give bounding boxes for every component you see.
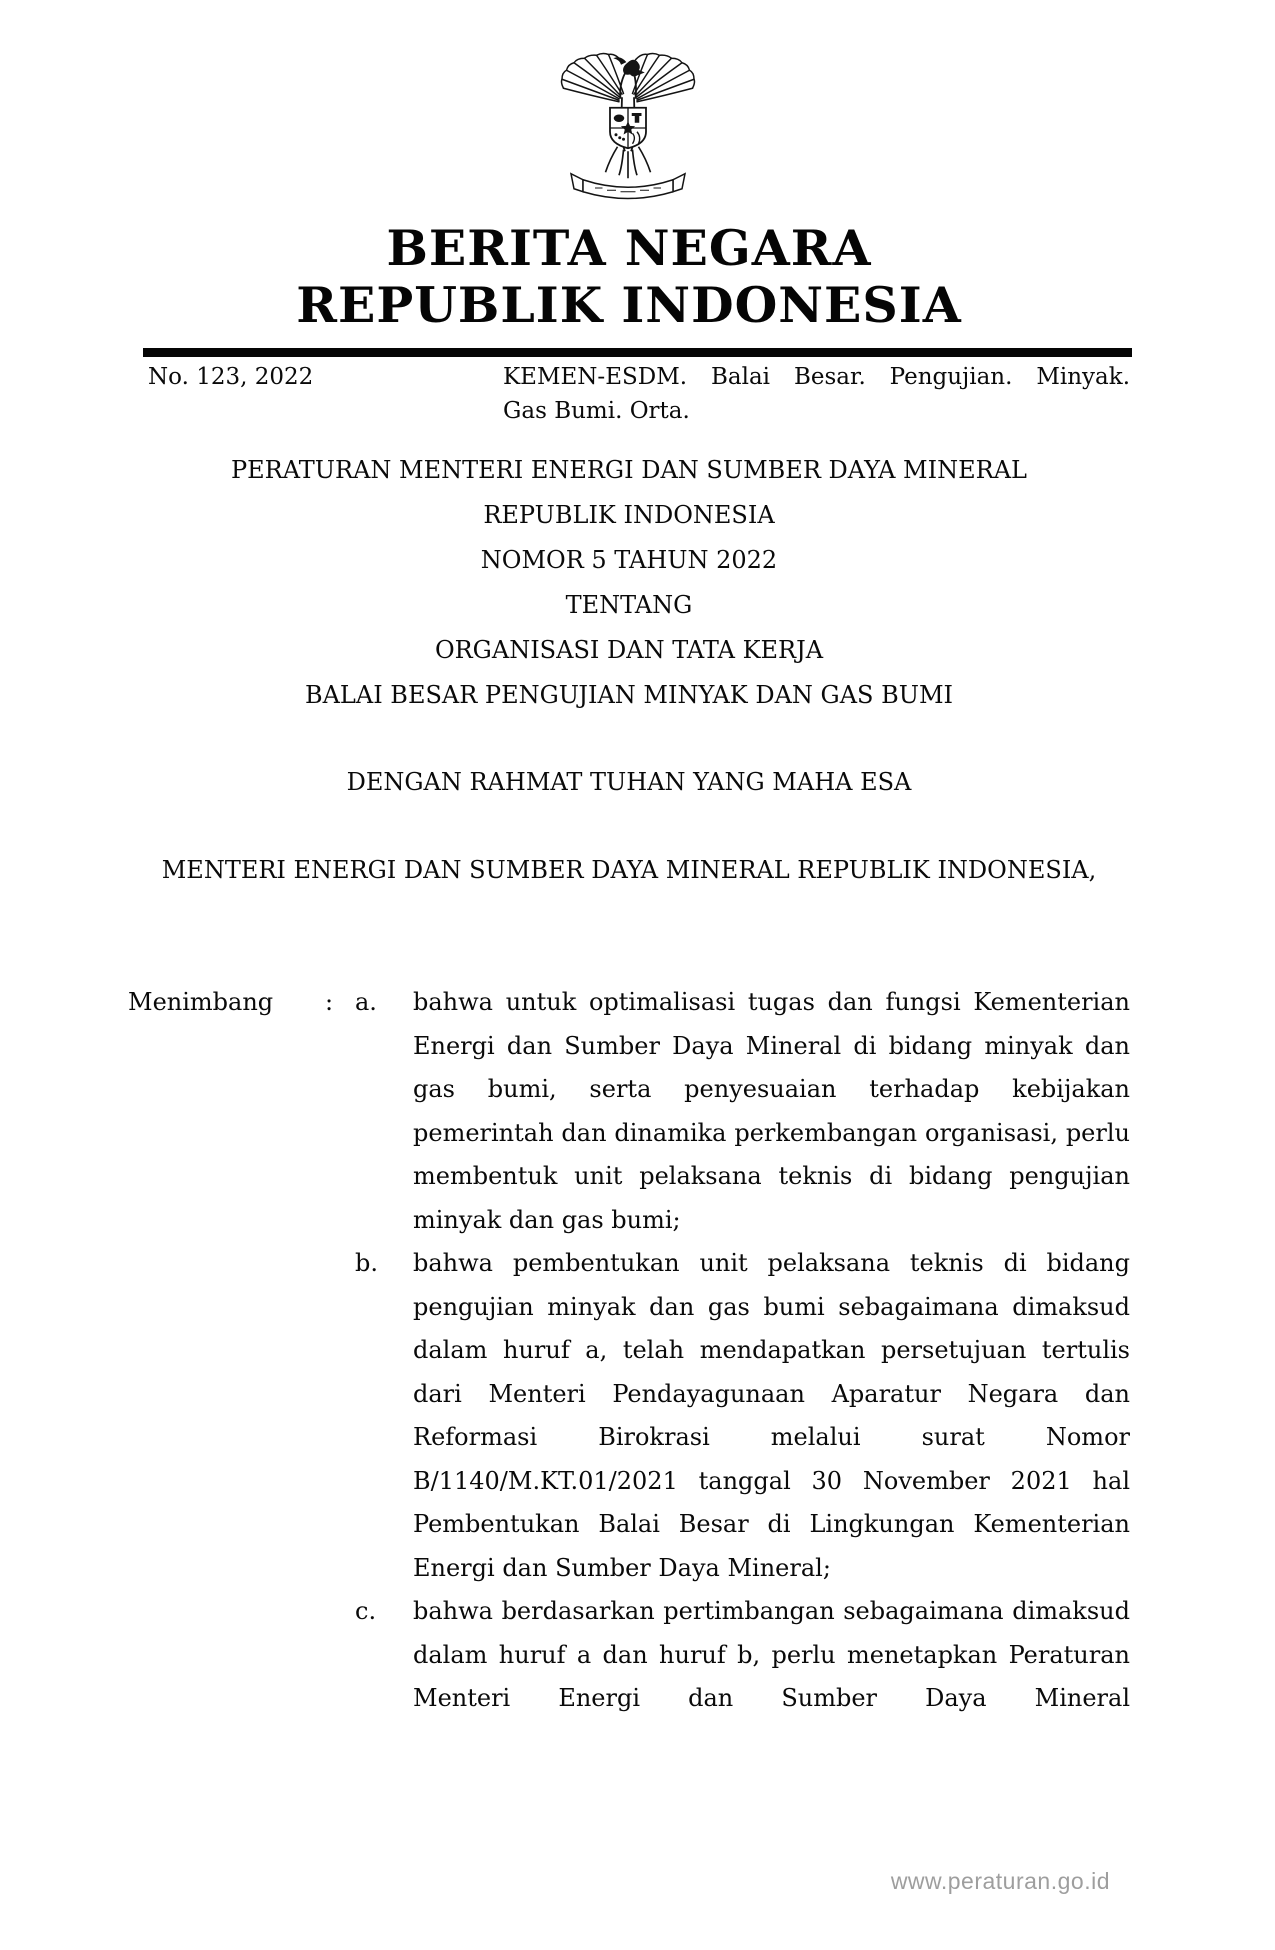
- considering-item-b-text: bahwa pembentukan unit pelaksana teknis di bidang pengujian minyak dan gas bumi sebagaimana dimaksud dalam huruf a, telah mendapatkan persetujuan tertulis dari Menteri Pendayagunaan Aparatur Negara dan Reformasi Birokrasi melalui surat Nomor B/1140/M.KT.01/2021 tanggal 30 November 2021 hal Pembentukan Balai Besar di Lingkungan Kementerian Energi dan Sumber Daya Mineral;: [413, 1249, 1130, 1582]
- regulation-title: [128, 448, 1130, 718]
- masthead-divider-rule: [143, 348, 1132, 357]
- regulation-title-line1: PERATURAN MENTERI ENERGI DAN SUMBER DAYA MINERAL: [231, 456, 1027, 484]
- considering-item-c-letter: c.: [355, 1597, 377, 1625]
- authority-line: MENTERI ENERGI DAN SUMBER DAYA MINERAL REPUBLIK INDONESIA,: [161, 856, 1097, 884]
- gazette-title: [128, 220, 1130, 334]
- issue-meta-row: [148, 360, 1130, 428]
- considering-item-c-text: bahwa berdasarkan pertimbangan sebagaimana dimaksud dalam huruf a dan huruf b, perlu menetapkan Peraturan Menteri Energi dan Sumber Daya Mineral: [413, 1597, 1130, 1712]
- subject-line2: Gas Bumi. Orta.: [503, 398, 690, 424]
- regulation-title-line5: ORGANISASI DAN TATA KERJA: [434, 636, 824, 664]
- considering-colon: :: [325, 988, 334, 1016]
- considering-section: [128, 981, 1130, 1721]
- regulation-title-line2: REPUBLIK INDONESIA: [483, 501, 775, 529]
- subject-abstract: [503, 360, 1130, 428]
- gazette-title-line2: REPUBLIK INDONESIA: [296, 276, 962, 334]
- considering-item-a-letter: a.: [355, 988, 377, 1016]
- gazette-title-line1: BERITA NEGARA: [386, 219, 872, 277]
- considering-item-a-text: bahwa untuk optimalisasi tugas dan fungsi Kementerian Energi dan Sumber Daya Mineral di bidang minyak dan gas bumi, serta penyesuaian terhadap kebijakan pemerintah dan dinamika perkembangan organisasi, perlu membentuk unit pelaksana teknis di bidang pengujian minyak dan gas bumi;: [413, 988, 1130, 1234]
- issue-number: No. 123, 2022: [148, 364, 314, 390]
- footer-url: www.peraturan.go.id: [890, 1868, 1110, 1894]
- considering-item-b-letter: b.: [355, 1249, 378, 1277]
- regulation-title-line6: BALAI BESAR PENGUJIAN MINYAK DAN GAS BUMI: [304, 681, 954, 709]
- regulation-title-line3: NOMOR 5 TAHUN 2022: [480, 546, 778, 574]
- regulation-title-line4: TENTANG: [565, 591, 693, 619]
- invocation-line: DENGAN RAHMAT TUHAN YANG MAHA ESA: [346, 768, 912, 796]
- garuda-pancasila-icon: [553, 52, 703, 210]
- considering-label: Menimbang: [128, 988, 274, 1016]
- subject-line1: KEMEN-ESDM. Balai Besar. Pengujian. Minyak.: [503, 364, 1130, 390]
